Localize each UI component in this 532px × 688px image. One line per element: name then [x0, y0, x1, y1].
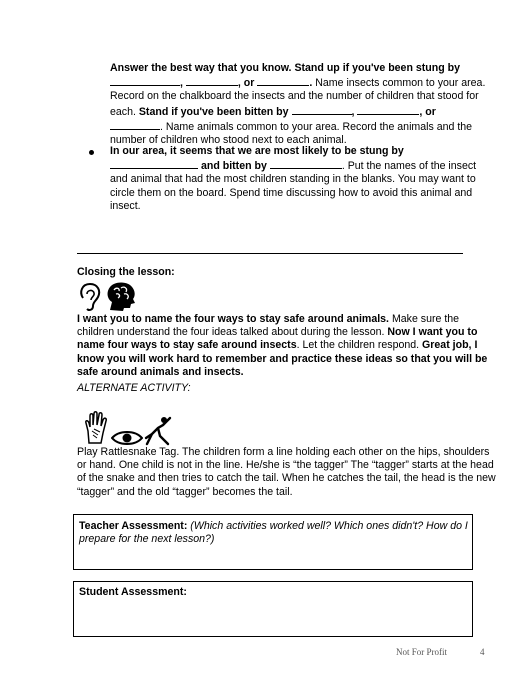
teacher-assessment-prompt: (Which activities worked well? Which ones didn't? How do I prepare for the next lesson?): [79, 520, 468, 546]
section-divider: [77, 253, 463, 254]
blank-line: [186, 75, 238, 86]
blank-line: [110, 75, 180, 86]
student-assessment-box[interactable]: [73, 581, 473, 637]
blank-line: [110, 119, 160, 130]
blank-line: [357, 104, 419, 115]
closing-paragraph: I want you to name the four ways to stay safe around animals. Make sure the children understand the four ideas talked about during the lesson. Now I want you to name four ways to stay safe around insects. Let the children respond. Great job, I know you will work hard to remember and practice these ideas so that you will be safe around animals and insects.: [77, 313, 488, 378]
intro-paragraph: Answer the best way that you know. Stand up if you've been stung by , , or . Name insects common to your area. Record on the chalkboard the insects and the number of children that stood for each. Stand if you've been bitten by , , or . Name animals common to your area. Record the animals and the number of children who stood next to each animal.: [110, 62, 486, 147]
blank-line: [257, 75, 309, 86]
student-assessment-label: Student Assessment:: [79, 586, 187, 598]
teacher-assessment-label: Teacher Assessment:: [79, 520, 188, 532]
page-number: 4: [480, 647, 485, 657]
blank-line: [110, 158, 198, 169]
alternate-activity-text: Play Rattlesnake Tag. The children form a line holding each other on the hips, shoulders or hand. One child is not in the line. He/she is “the tagger” The “tagger” starts at the head of the snake and then tries to catch the tail. When he catches the tail, the head is the new “tagger” and the old “tagger” becomes the tail.: [77, 446, 496, 498]
ear-icon: [77, 282, 103, 312]
hand-icon: [84, 411, 108, 445]
eye-icon: [111, 430, 143, 446]
teacher-assessment-box[interactable]: [73, 514, 473, 570]
bullet-dot-icon: [89, 150, 94, 155]
bullet-paragraph: In our area, it seems that we are most likely to be stung by and bitten by . Put the names of the insect and animal that had the most children standing in the blanks. You may want to circle them on the board. Spend time discussing how to avoid this animal and insect.: [110, 145, 477, 212]
footer-text: Not For Profit: [396, 647, 448, 657]
blank-line: [270, 158, 342, 169]
alternate-heading: ALTERNATE ACTIVITY:: [77, 382, 191, 394]
closing-heading: Closing the lesson:: [77, 266, 175, 278]
blank-line: [292, 104, 352, 115]
stretching-person-icon: [144, 416, 174, 446]
brain-head-icon: [104, 280, 138, 312]
